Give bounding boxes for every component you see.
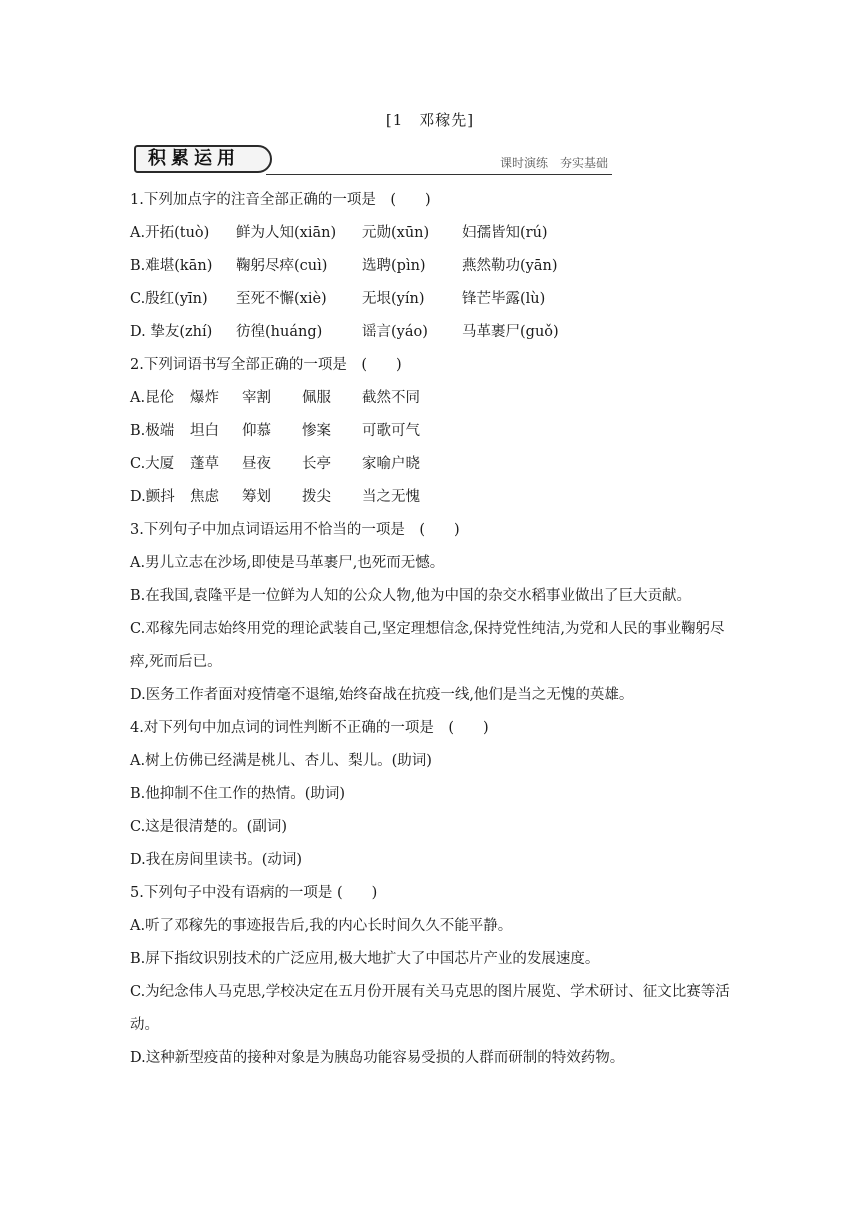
option-item: 锋芒毕露(lù)	[462, 291, 546, 307]
option-item: 当之无愧	[362, 489, 420, 505]
option-item: 佩服	[302, 390, 331, 406]
section-badge: 积累运用	[134, 145, 272, 173]
question-1-stem: 1.下列加点字的注音全部正确的一项是 ( )	[130, 192, 431, 208]
question-5-option-d: D.这种新型疫苗的接种对象是为胰岛功能容易受损的人群而研制的特效药物。	[130, 1050, 625, 1066]
option-item: D. 挚友(zhí)	[130, 324, 213, 340]
question-5-option-b: B.屏下指纹识别技术的广泛应用,极大地扩大了中国芯片产业的发展速度。	[130, 951, 600, 967]
option-item: 谣言(yáo)	[362, 324, 428, 340]
option-item: 筹划	[242, 489, 271, 505]
option-item: 元勋(xūn)	[362, 225, 430, 241]
option-item: D.颤抖	[130, 489, 175, 505]
option-item: 无垠(yín)	[362, 291, 425, 307]
question-5-option-c: C.为纪念伟人马克思,学校决定在五月份开展有关马克思的图片展览、学术研讨、征文比赛等活动。	[130, 984, 730, 1033]
question-2-option-a	[130, 382, 734, 415]
question-4-option-d: D.我在房间里读书。(动词)	[130, 852, 303, 868]
section-subtitle: 课时演练 夯实基础	[499, 156, 608, 170]
option-item: 家喻户晓	[362, 456, 420, 472]
question-3-option-a: A.男儿立志在沙场,即使是马革裹尸,也死而无憾。	[130, 555, 445, 571]
question-1-option-c	[130, 283, 734, 316]
question-5-stem: 5.下列句子中没有语病的一项是 ( )	[130, 885, 378, 901]
option-item: 至死不懈(xiè)	[236, 291, 327, 307]
question-1-option-a	[130, 217, 734, 250]
option-item: 妇孺皆知(rú)	[462, 225, 548, 241]
exercise-content	[130, 184, 734, 1075]
option-item: A.昆伦	[130, 390, 175, 406]
option-item: 焦虑	[190, 489, 219, 505]
option-item: B.难堪(kān)	[130, 258, 213, 274]
option-item: C.大厦	[130, 456, 175, 472]
question-3-option-d: D.医务工作者面对疫情毫不退缩,始终奋战在抗疫一线,他们是当之无愧的英雄。	[130, 687, 634, 703]
question-1-option-b	[130, 250, 734, 283]
option-item: A.开拓(tuò)	[130, 225, 210, 241]
banner-divider	[266, 174, 612, 175]
option-item: 长亭	[302, 456, 331, 472]
question-4-option-c: C.这是很清楚的。(副词)	[130, 819, 287, 835]
option-item: 拨尖	[302, 489, 331, 505]
question-2-stem: 2.下列词语书写全部正确的一项是 ( )	[130, 357, 402, 373]
option-item: 截然不同	[362, 390, 420, 406]
option-item: 鞠躬尽瘁(cuì)	[236, 258, 328, 274]
question-4-option-b: B.他抑制不住工作的热情。(助词)	[130, 786, 346, 802]
question-1-option-d	[130, 316, 734, 349]
question-2-option-c	[130, 448, 734, 481]
question-2-option-b	[130, 415, 734, 448]
option-item: 可歌可气	[362, 423, 420, 439]
option-item: 坦白	[190, 423, 219, 439]
question-3-stem: 3.下列句子中加点词语运用不恰当的一项是 ( )	[130, 522, 460, 538]
page-title: [1 邓稼先]	[385, 111, 475, 129]
option-item: 鲜为人知(xiān)	[236, 225, 337, 241]
question-2-option-d	[130, 481, 734, 514]
option-item: B.极端	[130, 423, 175, 439]
option-item: 燕然勒功(yān)	[462, 258, 558, 274]
question-3-option-b: B.在我国,袁隆平是一位鲜为人知的公众人物,他为中国的杂交水稻事业做出了巨大贡献。	[130, 588, 691, 604]
question-4-stem: 4.对下列句中加点词的词性判断不正确的一项是 ( )	[130, 720, 489, 736]
question-3-option-c: C.邓稼先同志始终用党的理论武装自己,坚定理想信念,保持党性纯洁,为党和人民的事业鞠躬尽瘁,死而后已。	[130, 621, 725, 670]
option-item: 马革裹尸(guǒ)	[462, 324, 559, 340]
question-5-option-a: A.听了邓稼先的事迹报告后,我的内心长时间久久不能平静。	[130, 918, 513, 934]
section-banner	[134, 142, 612, 178]
option-item: 彷徨(huáng)	[236, 324, 323, 340]
option-item: 宰割	[242, 390, 271, 406]
option-item: 选聘(pìn)	[362, 258, 426, 274]
option-item: 爆炸	[190, 390, 219, 406]
question-4-option-a: A.树上仿佛已经满是桃儿、杏儿、梨儿。(助词)	[130, 753, 432, 769]
option-item: C.殷红(yīn)	[130, 291, 208, 307]
option-item: 仰慕	[242, 423, 271, 439]
option-item: 惨案	[302, 423, 331, 439]
option-item: 昼夜	[242, 456, 271, 472]
option-item: 蓬草	[190, 456, 219, 472]
